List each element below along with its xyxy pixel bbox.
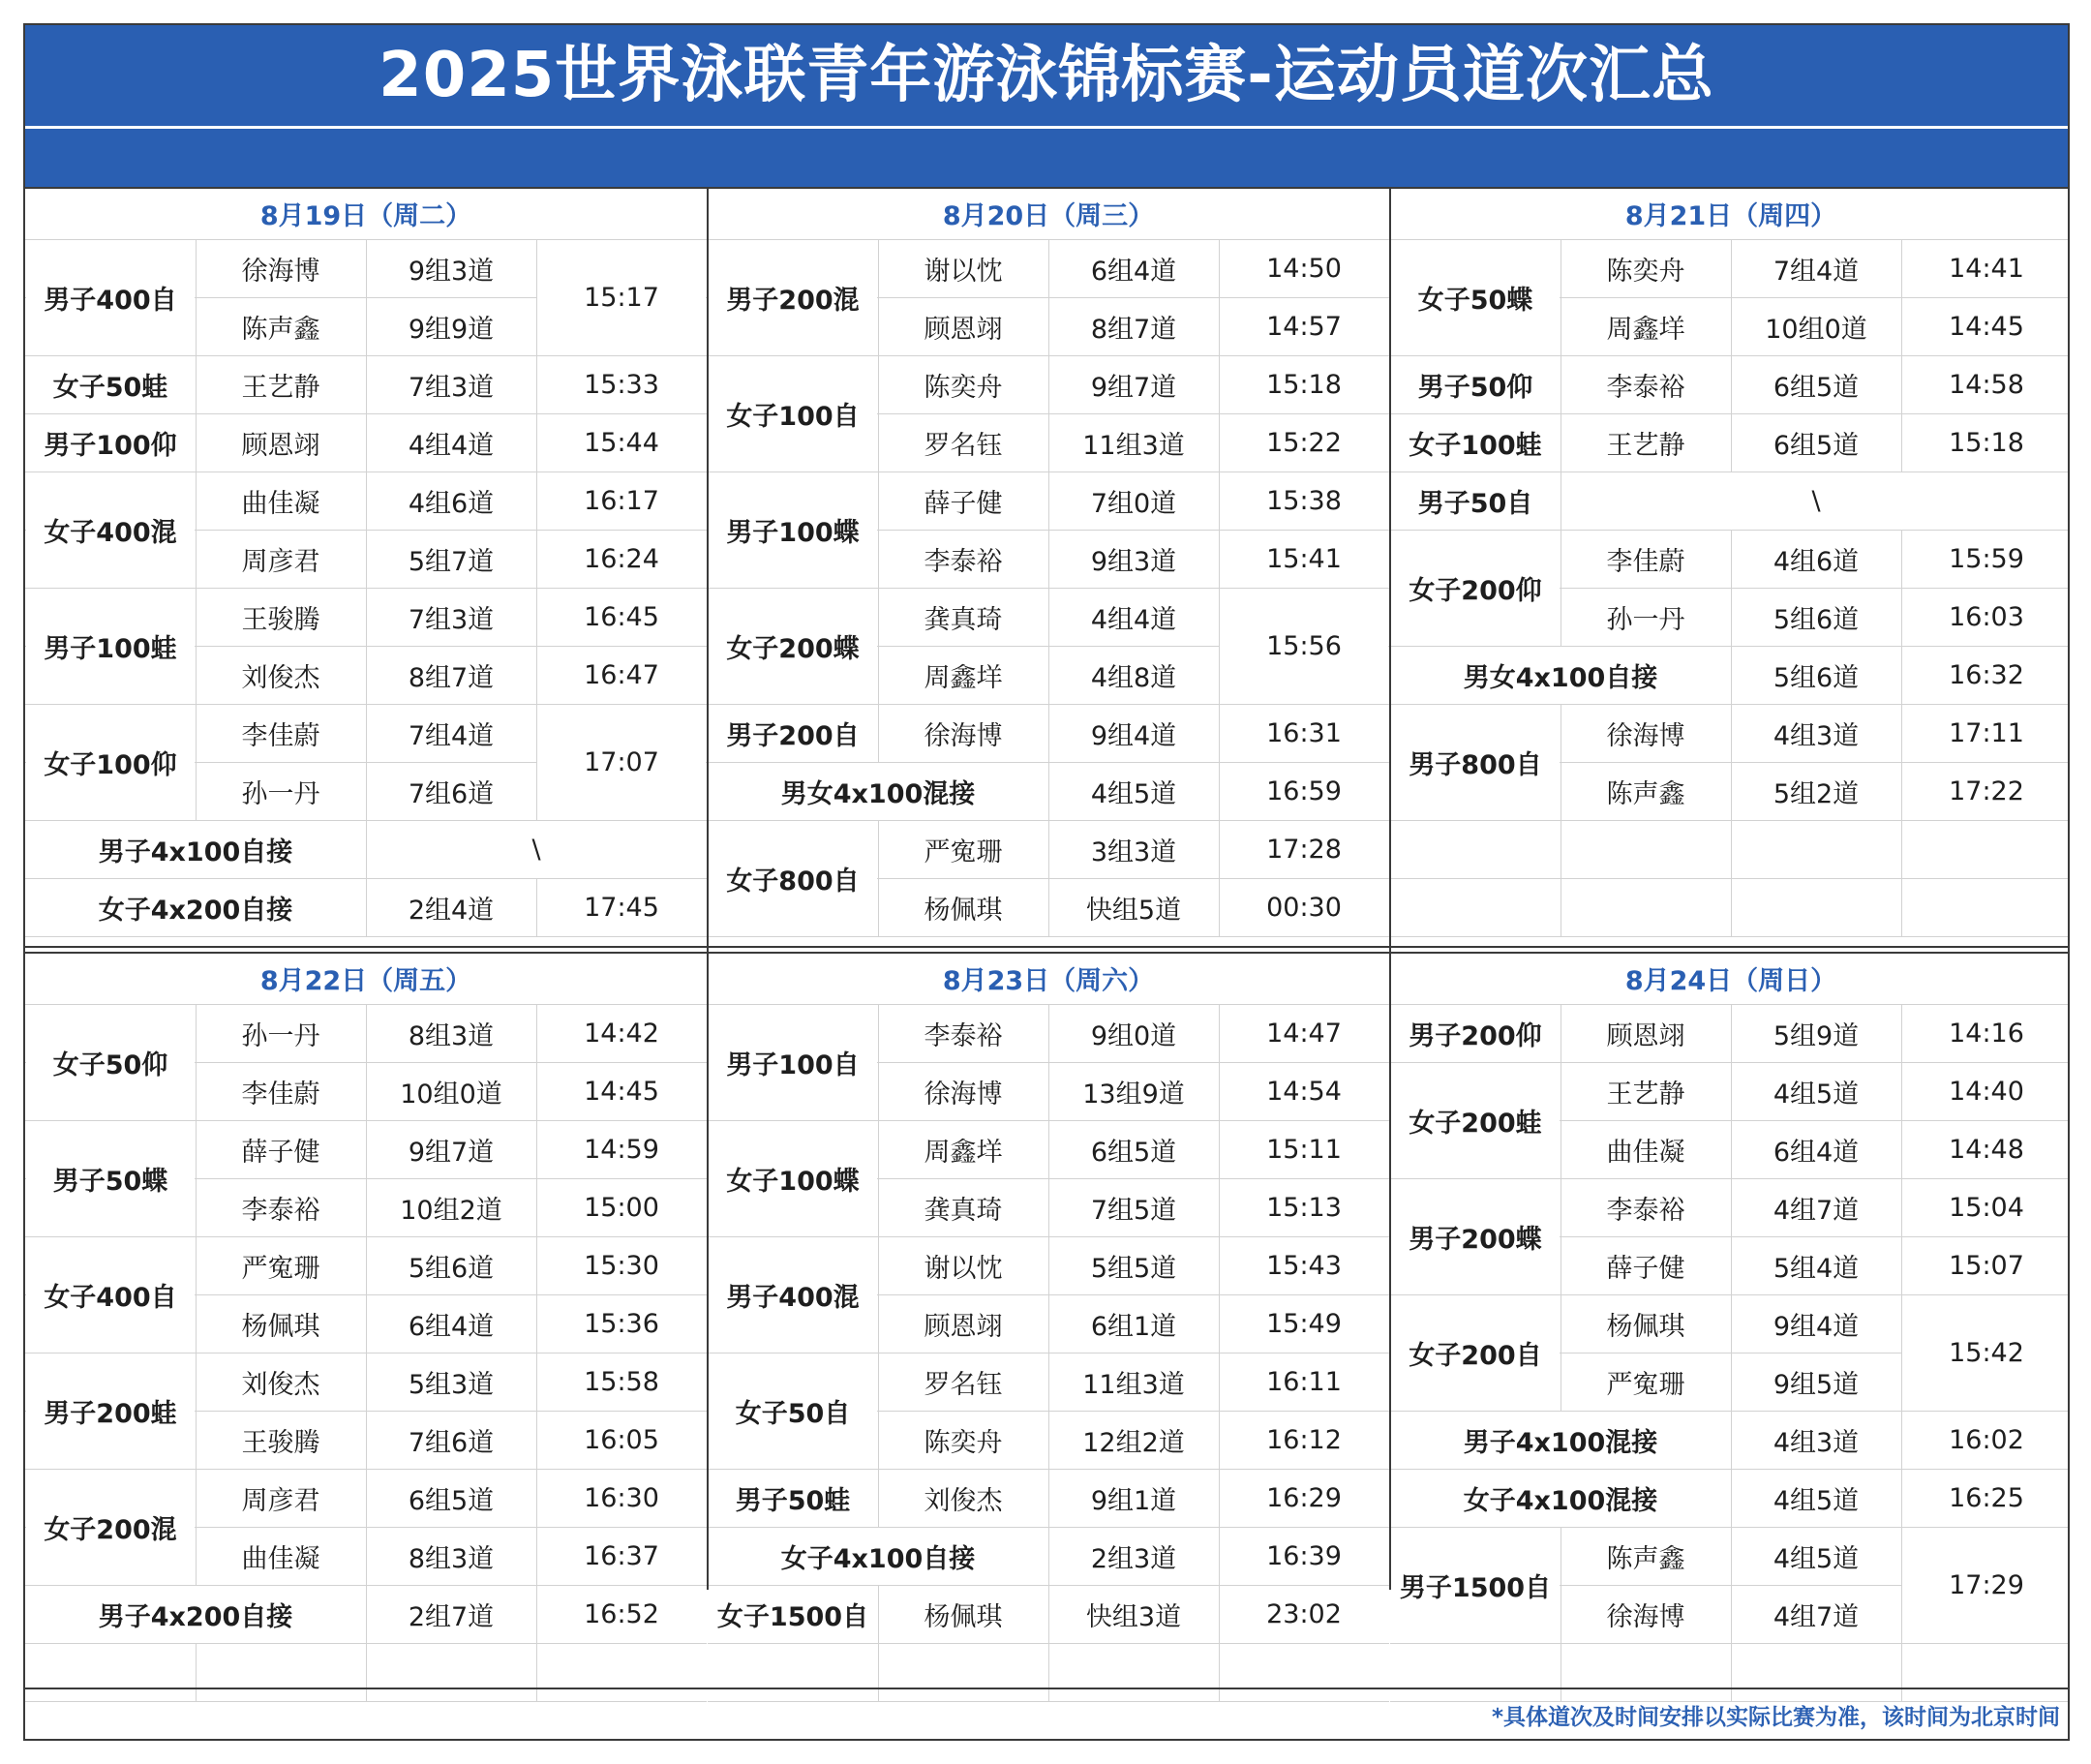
start-time: 16:02 bbox=[1949, 1424, 2024, 1455]
table-top-rule bbox=[25, 187, 2070, 189]
event-relay: 女子4x100混接 bbox=[1463, 1485, 1658, 1516]
heat-lane: 12组2道 bbox=[1082, 1427, 1185, 1458]
page-title: 2025世界泳联青年游泳锦标赛-运动员道次汇总 bbox=[379, 40, 1714, 111]
athlete-name: 王骏腾 bbox=[241, 1427, 320, 1458]
athlete-name: 严寃珊 bbox=[1606, 1369, 1685, 1400]
athlete-name: 李佳蔚 bbox=[1606, 546, 1685, 577]
athlete-name: 徐海博 bbox=[924, 720, 1003, 751]
day-header: 8月21日（周四） bbox=[1624, 200, 1837, 231]
no-entry-mark: \ bbox=[1811, 485, 1821, 516]
athlete-name: 周鑫垟 bbox=[924, 1137, 1003, 1168]
row-rule bbox=[1390, 936, 2070, 937]
athlete-name: 薛子健 bbox=[241, 1137, 320, 1168]
event-name: 女子200仰 bbox=[1409, 575, 1542, 606]
heat-lane: 9组7道 bbox=[1090, 372, 1177, 403]
start-time: 14:16 bbox=[1949, 1018, 2024, 1049]
event-name: 男子100蝶 bbox=[726, 517, 860, 548]
heat-lane: 4组6道 bbox=[408, 488, 495, 519]
event-name: 男子200蛙 bbox=[44, 1398, 177, 1429]
event-name: 男子200自 bbox=[726, 720, 860, 751]
heat-lane: 5组4道 bbox=[1773, 1253, 1860, 1284]
start-time: 15:04 bbox=[1949, 1192, 2024, 1223]
start-time: 14:41 bbox=[1949, 253, 2024, 284]
start-time: 16:05 bbox=[584, 1424, 659, 1455]
event-name: 男子400自 bbox=[44, 285, 177, 316]
athlete-name: 刘俊杰 bbox=[241, 662, 320, 693]
section-divider bbox=[1389, 187, 1391, 1590]
heat-lane: 4组5道 bbox=[1773, 1543, 1860, 1574]
row-rule bbox=[25, 936, 707, 937]
event-name: 女子400自 bbox=[44, 1282, 177, 1313]
event-name: 女子800自 bbox=[726, 866, 860, 897]
start-time: 15:44 bbox=[584, 427, 659, 458]
start-time: 15:18 bbox=[1949, 427, 2024, 458]
start-time: 23:02 bbox=[1266, 1598, 1342, 1629]
athlete-name: 薛子健 bbox=[924, 488, 1003, 519]
heat-lane: 6组4道 bbox=[1773, 1137, 1860, 1168]
no-entry-mark: \ bbox=[531, 834, 541, 865]
event-name: 男子100仰 bbox=[44, 430, 177, 461]
row-rule bbox=[25, 1701, 707, 1702]
event-name: 女子100蝶 bbox=[726, 1166, 860, 1197]
athlete-name: 王艺静 bbox=[1606, 1079, 1685, 1110]
event-name: 男子200蝶 bbox=[1409, 1224, 1542, 1255]
event-name: 女子100仰 bbox=[44, 749, 177, 780]
heat-lane: 4组8道 bbox=[1090, 662, 1177, 693]
heat-lane: 5组9道 bbox=[1773, 1020, 1860, 1051]
start-time: 14:58 bbox=[1949, 369, 2024, 400]
heat-lane: 4组4道 bbox=[408, 430, 495, 461]
heat-lane: 9组5道 bbox=[1773, 1369, 1860, 1400]
heat-lane: 5组6道 bbox=[1773, 604, 1860, 635]
athlete-name: 曲佳凝 bbox=[241, 488, 320, 519]
athlete-name: 罗名钰 bbox=[924, 1369, 1003, 1400]
heat-lane: 9组1道 bbox=[1090, 1485, 1177, 1516]
start-time: 16:31 bbox=[1266, 717, 1342, 748]
athlete-name: 陈声鑫 bbox=[1606, 778, 1685, 809]
event-name: 男子200仰 bbox=[1409, 1020, 1542, 1051]
row-rule bbox=[708, 936, 1389, 937]
heat-lane: 8组3道 bbox=[408, 1020, 495, 1051]
start-time: 17:45 bbox=[584, 892, 659, 923]
athlete-name: 孙一丹 bbox=[241, 778, 320, 809]
athlete-name: 陈声鑫 bbox=[241, 314, 320, 345]
event-name: 男子400混 bbox=[726, 1282, 860, 1313]
heat-lane: 9组4道 bbox=[1090, 720, 1177, 751]
heat-lane: 快组5道 bbox=[1085, 895, 1182, 926]
event-name: 女子400混 bbox=[44, 517, 177, 548]
athlete-name: 谢以忱 bbox=[924, 256, 1003, 287]
start-time: 16:59 bbox=[1266, 776, 1342, 806]
start-time: 15:42 bbox=[1949, 1337, 2024, 1368]
heat-lane: 4组3道 bbox=[1773, 1427, 1860, 1458]
athlete-name: 曲佳凝 bbox=[241, 1543, 320, 1574]
heat-lane: 5组6道 bbox=[1773, 662, 1860, 693]
heat-lane: 11组3道 bbox=[1082, 1369, 1185, 1400]
athlete-name: 陈奕舟 bbox=[924, 372, 1003, 403]
start-time: 15:33 bbox=[584, 369, 659, 400]
heat-lane: 4组5道 bbox=[1090, 778, 1177, 809]
heat-lane: 2组3道 bbox=[1090, 1543, 1177, 1574]
heat-lane: 5组5道 bbox=[1090, 1253, 1177, 1284]
heat-lane: 6组4道 bbox=[1090, 256, 1177, 287]
event-name: 女子200自 bbox=[1409, 1340, 1542, 1371]
event-name: 男子50自 bbox=[1417, 488, 1533, 519]
event-relay: 女子4x100自接 bbox=[780, 1543, 976, 1574]
heat-lane: 3组3道 bbox=[1090, 836, 1177, 867]
heat-lane: 9组0道 bbox=[1090, 1020, 1177, 1051]
athlete-name: 杨佩琪 bbox=[1606, 1311, 1685, 1342]
event-name: 男子100蛙 bbox=[44, 633, 177, 664]
athlete-name: 顾恩翊 bbox=[924, 1311, 1003, 1342]
event-name: 女子200蛙 bbox=[1409, 1108, 1542, 1139]
start-time: 14:50 bbox=[1266, 253, 1342, 284]
start-time: 17:29 bbox=[1949, 1569, 2024, 1600]
section-divider bbox=[707, 187, 709, 1590]
athlete-name: 李泰裕 bbox=[241, 1195, 320, 1226]
start-time: 14:40 bbox=[1949, 1076, 2024, 1107]
athlete-name: 薛子健 bbox=[1606, 1253, 1685, 1284]
heat-lane: 6组5道 bbox=[1773, 430, 1860, 461]
start-time: 16:12 bbox=[1266, 1424, 1342, 1455]
heat-lane: 4组4道 bbox=[1090, 604, 1177, 635]
heat-lane: 4组7道 bbox=[1773, 1601, 1860, 1632]
start-time: 16:25 bbox=[1949, 1482, 2024, 1513]
start-time: 14:57 bbox=[1266, 311, 1342, 342]
heat-lane: 13组9道 bbox=[1082, 1079, 1185, 1110]
start-time: 15:13 bbox=[1266, 1192, 1342, 1223]
day-header: 8月20日（周三） bbox=[942, 200, 1155, 231]
heat-lane: 4组5道 bbox=[1773, 1079, 1860, 1110]
row-rule bbox=[708, 1701, 1389, 1702]
heat-lane: 6组4道 bbox=[408, 1311, 495, 1342]
athlete-name: 曲佳凝 bbox=[1606, 1137, 1685, 1168]
event-relay: 男女4x100混接 bbox=[780, 778, 976, 809]
day-header: 8月22日（周五） bbox=[259, 965, 472, 996]
event-name: 女子50仰 bbox=[52, 1049, 168, 1080]
heat-lane: 7组6道 bbox=[408, 778, 495, 809]
start-time: 16:39 bbox=[1266, 1540, 1342, 1571]
heat-lane: 7组4道 bbox=[1773, 256, 1860, 287]
start-time: 16:11 bbox=[1266, 1366, 1342, 1397]
athlete-name: 周鑫垟 bbox=[924, 662, 1003, 693]
heat-lane: 快组3道 bbox=[1085, 1601, 1182, 1632]
event-name: 女子100自 bbox=[726, 401, 860, 432]
athlete-name: 李泰裕 bbox=[1606, 1195, 1685, 1226]
athlete-name: 杨佩琪 bbox=[241, 1311, 320, 1342]
athlete-name: 严寃珊 bbox=[924, 836, 1003, 867]
block-divider bbox=[25, 952, 2070, 954]
schedule-sheet bbox=[23, 23, 2070, 1741]
start-time: 16:17 bbox=[584, 485, 659, 516]
start-time: 16:24 bbox=[584, 543, 659, 574]
event-name: 女子200混 bbox=[44, 1514, 177, 1545]
start-time: 15:07 bbox=[1949, 1250, 2024, 1281]
heat-lane: 4组6道 bbox=[1773, 546, 1860, 577]
heat-lane: 10组0道 bbox=[400, 1079, 502, 1110]
athlete-name: 李泰裕 bbox=[924, 546, 1003, 577]
heat-lane: 8组7道 bbox=[1090, 314, 1177, 345]
start-time: 15:00 bbox=[584, 1192, 659, 1223]
heat-lane: 7组3道 bbox=[408, 372, 495, 403]
athlete-name: 李佳蔚 bbox=[241, 1079, 320, 1110]
start-time: 15:30 bbox=[584, 1250, 659, 1281]
heat-lane: 2组4道 bbox=[408, 895, 495, 926]
start-time: 15:17 bbox=[584, 282, 659, 313]
event-relay: 男子4x200自接 bbox=[98, 1601, 293, 1632]
start-time: 15:18 bbox=[1266, 369, 1342, 400]
start-time: 15:36 bbox=[584, 1308, 659, 1339]
athlete-name: 周鑫垟 bbox=[1606, 314, 1685, 345]
athlete-name: 杨佩琪 bbox=[924, 1601, 1003, 1632]
event-name: 男子200混 bbox=[726, 285, 860, 316]
athlete-name: 徐海博 bbox=[924, 1079, 1003, 1110]
start-time: 14:45 bbox=[1949, 311, 2024, 342]
footnote: *具体道次及时间安排以实际比赛为准，该时间为北京时间 bbox=[1491, 1705, 2060, 1730]
heat-lane: 9组3道 bbox=[408, 256, 495, 287]
start-time: 16:30 bbox=[584, 1482, 659, 1513]
start-time: 17:07 bbox=[584, 746, 659, 777]
start-time: 16:47 bbox=[584, 659, 659, 690]
start-time: 15:22 bbox=[1266, 427, 1342, 458]
heat-lane: 7组6道 bbox=[408, 1427, 495, 1458]
start-time: 15:38 bbox=[1266, 485, 1342, 516]
heat-lane: 5组3道 bbox=[408, 1369, 495, 1400]
event-relay: 男子4x100混接 bbox=[1463, 1427, 1658, 1458]
day-header: 8月23日（周六） bbox=[942, 965, 1155, 996]
day-header: 8月24日（周日） bbox=[1624, 965, 1837, 996]
event-name: 女子50蛙 bbox=[52, 372, 168, 403]
athlete-name: 王骏腾 bbox=[241, 604, 320, 635]
athlete-name: 徐海博 bbox=[1606, 1601, 1685, 1632]
event-name: 男子50蛙 bbox=[735, 1485, 851, 1516]
heat-lane: 4组7道 bbox=[1773, 1195, 1860, 1226]
athlete-name: 王艺静 bbox=[241, 372, 320, 403]
start-time: 16:32 bbox=[1949, 659, 2024, 690]
athlete-name: 周彦君 bbox=[241, 1485, 320, 1516]
event-name: 女子100蛙 bbox=[1409, 430, 1542, 461]
event-relay: 男子4x100自接 bbox=[98, 836, 293, 867]
start-time: 15:49 bbox=[1266, 1308, 1342, 1339]
lane-table bbox=[25, 25, 2068, 1739]
event-name: 女子200蝶 bbox=[726, 633, 860, 664]
athlete-name: 杨佩琪 bbox=[924, 895, 1003, 926]
athlete-name: 顾恩翊 bbox=[1606, 1020, 1685, 1051]
athlete-name: 谢以忱 bbox=[924, 1253, 1003, 1284]
event-name: 男子1500自 bbox=[1399, 1572, 1552, 1603]
athlete-name: 顾恩翊 bbox=[924, 314, 1003, 345]
heat-lane: 10组0道 bbox=[1765, 314, 1867, 345]
athlete-name: 陈奕舟 bbox=[1606, 256, 1685, 287]
start-time: 15:43 bbox=[1266, 1250, 1342, 1281]
event-name: 女子50自 bbox=[735, 1398, 851, 1429]
start-time: 00:30 bbox=[1266, 892, 1342, 923]
event-name: 男子800自 bbox=[1409, 749, 1542, 780]
athlete-name: 龚真琦 bbox=[924, 1195, 1003, 1226]
heat-lane: 6组5道 bbox=[1090, 1137, 1177, 1168]
block-divider bbox=[25, 946, 2070, 948]
heat-lane: 9组9道 bbox=[408, 314, 495, 345]
heat-lane: 6组5道 bbox=[1773, 372, 1860, 403]
start-time: 14:48 bbox=[1949, 1134, 2024, 1165]
athlete-name: 刘俊杰 bbox=[924, 1485, 1003, 1516]
heat-lane: 5组7道 bbox=[408, 546, 495, 577]
heat-lane: 11组3道 bbox=[1082, 430, 1185, 461]
athlete-name: 周彦君 bbox=[241, 546, 320, 577]
athlete-name: 徐海博 bbox=[241, 256, 320, 287]
start-time: 14:42 bbox=[584, 1018, 659, 1049]
heat-lane: 2组7道 bbox=[408, 1601, 495, 1632]
athlete-name: 李泰裕 bbox=[1606, 372, 1685, 403]
heat-lane: 6组5道 bbox=[408, 1485, 495, 1516]
heat-lane: 7组3道 bbox=[408, 604, 495, 635]
start-time: 15:58 bbox=[584, 1366, 659, 1397]
heat-lane: 7组5道 bbox=[1090, 1195, 1177, 1226]
heat-lane: 8组3道 bbox=[408, 1543, 495, 1574]
heat-lane: 5组2道 bbox=[1773, 778, 1860, 809]
heat-lane: 9组7道 bbox=[408, 1137, 495, 1168]
athlete-name: 龚真琦 bbox=[924, 604, 1003, 635]
heat-lane: 9组4道 bbox=[1773, 1311, 1860, 1342]
heat-lane: 10组2道 bbox=[400, 1195, 502, 1226]
athlete-name: 刘俊杰 bbox=[241, 1369, 320, 1400]
start-time: 16:45 bbox=[584, 601, 659, 632]
start-time: 17:22 bbox=[1949, 776, 2024, 806]
athlete-name: 顾恩翊 bbox=[241, 430, 320, 461]
athlete-name: 李佳蔚 bbox=[241, 720, 320, 751]
start-time: 14:59 bbox=[584, 1134, 659, 1165]
start-time: 14:54 bbox=[1266, 1076, 1342, 1107]
start-time: 15:59 bbox=[1949, 543, 2024, 574]
event-relay: 男女4x100自接 bbox=[1463, 662, 1658, 693]
row-rule bbox=[1390, 878, 2070, 879]
heat-lane: 7组0道 bbox=[1090, 488, 1177, 519]
heat-lane: 4组5道 bbox=[1773, 1485, 1860, 1516]
heat-lane: 7组4道 bbox=[408, 720, 495, 751]
athlete-name: 徐海博 bbox=[1606, 720, 1685, 751]
row-rule bbox=[1390, 820, 2070, 821]
heat-lane: 6组1道 bbox=[1090, 1311, 1177, 1342]
footer-rule bbox=[25, 1688, 2070, 1689]
heat-lane: 8组7道 bbox=[408, 662, 495, 693]
start-time: 15:11 bbox=[1266, 1134, 1342, 1165]
athlete-name: 李泰裕 bbox=[924, 1020, 1003, 1051]
event-name: 男子50仰 bbox=[1417, 372, 1533, 403]
athlete-name: 陈奕舟 bbox=[924, 1427, 1003, 1458]
day-header: 8月19日（周二） bbox=[259, 200, 472, 231]
start-time: 16:29 bbox=[1266, 1482, 1342, 1513]
start-time: 16:37 bbox=[584, 1540, 659, 1571]
heat-lane: 5组6道 bbox=[408, 1253, 495, 1284]
start-time: 17:11 bbox=[1949, 717, 2024, 748]
start-time: 15:56 bbox=[1266, 630, 1342, 661]
athlete-name: 严寃珊 bbox=[241, 1253, 320, 1284]
start-time: 16:52 bbox=[584, 1598, 659, 1629]
start-time: 17:28 bbox=[1266, 834, 1342, 865]
start-time: 15:41 bbox=[1266, 543, 1342, 574]
athlete-name: 王艺静 bbox=[1606, 430, 1685, 461]
event-name: 男子100自 bbox=[726, 1049, 860, 1080]
athlete-name: 陈声鑫 bbox=[1606, 1543, 1685, 1574]
event-name: 男子50蝶 bbox=[52, 1166, 168, 1197]
heat-lane: 4组3道 bbox=[1773, 720, 1860, 751]
event-name: 女子1500自 bbox=[716, 1601, 869, 1632]
start-time: 14:45 bbox=[584, 1076, 659, 1107]
athlete-name: 孙一丹 bbox=[241, 1020, 320, 1051]
event-relay: 女子4x200自接 bbox=[98, 895, 293, 926]
heat-lane: 9组3道 bbox=[1090, 546, 1177, 577]
athlete-name: 孙一丹 bbox=[1606, 604, 1685, 635]
event-name: 女子50蝶 bbox=[1417, 285, 1533, 316]
start-time: 14:47 bbox=[1266, 1018, 1342, 1049]
row-rule bbox=[1390, 1643, 2070, 1644]
start-time: 16:03 bbox=[1949, 601, 2024, 632]
athlete-name: 罗名钰 bbox=[924, 430, 1003, 461]
